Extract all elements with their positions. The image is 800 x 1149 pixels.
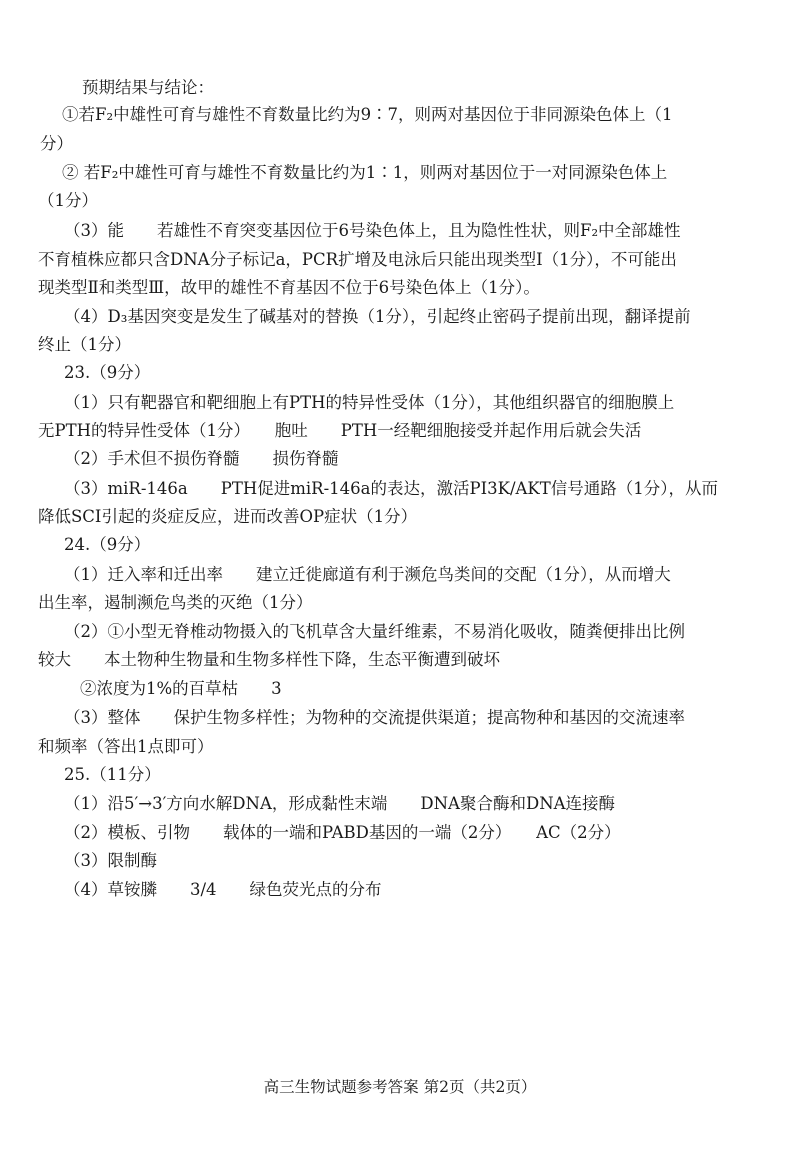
text-line: （3）miR-146a PTH促进miR-146a的表达，激活PI3K/AKT信号通路（1分），从而 [64, 479, 718, 498]
text-line: 现类型Ⅱ和类型Ⅲ，故甲的雄性不育基因不位于6号染色体上（1分）。 [38, 278, 540, 297]
text-line: （2）①小型无脊椎动物摄入的飞机草含大量纤维素，不易消化吸收，随粪便排出比例 [64, 622, 685, 641]
text-line: ①若F₂中雄性可育与雄性不育数量比约为9∶7，则两对基因位于非同源染色体上（1 [62, 105, 673, 124]
section-heading: 25.（11分） [64, 765, 161, 784]
text-line: ② 若F₂中雄性可育与雄性不育数量比约为1∶1，则两对基因位于一对同源染色体上 [62, 163, 668, 182]
text-line: （3）限制酶 [64, 851, 157, 870]
text-line: 和频率（答出1点即可） [38, 737, 214, 756]
text-line: 预期结果与结论： [82, 78, 214, 97]
text-line: 降低SCI引起的炎症反应，进而改善OP症状（1分） [38, 507, 418, 526]
text-line: 分） [40, 134, 73, 153]
text-line: （1）迁入率和迁出率 建立迁徙廊道有利于濒危鸟类间的交配（1分），从而增大 [64, 565, 671, 584]
text-line: （1分） [38, 191, 98, 210]
page-footer: 高三生物试题参考答案 第2页（共2页） [263, 1078, 537, 1096]
text-line: 较大 本土物种生物量和生物多样性下降，生态平衡遭到破坏 [38, 650, 500, 669]
text-line: （3）整体 保护生物多样性；为物种的交流提供渠道；提高物种和基因的交流速率 [64, 708, 685, 727]
text-line: （4）D₃基因突变是发生了碱基对的替换（1分），引起终止密码子提前出现，翻译提前 [64, 307, 691, 326]
text-line: （2）手术但不损伤脊髓 损伤脊髓 [64, 449, 339, 468]
text-line: （4）草铵膦 3/4 绿色荧光点的分布 [64, 880, 382, 899]
text-line: （3）能 若雄性不育突变基因位于6号染色体上，且为隐性性状，则F₂中全部雄性 [64, 221, 681, 240]
text-line: （1）沿5′→3′方向水解DNA，形成黏性末端 DNA聚合酶和DNA连接酶 [64, 794, 616, 813]
text-line: ②浓度为1%的百草枯 3 [80, 679, 282, 698]
section-heading: 23.（9分） [64, 363, 151, 382]
text-line: 出生率，遏制濒危鸟类的灭绝（1分） [38, 593, 313, 612]
text-line: （1）只有靶器官和靶细胞上有PTH的特异性受体（1分），其他组织器官的细胞膜上 [64, 393, 675, 412]
text-line: （2）模板、引物 载体的一端和PABD基因的一端（2分） AC（2分） [64, 823, 621, 842]
section-heading: 24.（9分） [64, 535, 151, 554]
text-line: 终止（1分） [38, 335, 131, 354]
text-line: 无PTH的特异性受体（1分） 胞吐 PTH一经靶细胞接受并起作用后就会失活 [38, 421, 642, 440]
text-line: 不育植株应都只含DNA分子标记a，PCR扩增及电泳后只能出现类型Ⅰ（1分），不可能出 [38, 250, 677, 269]
